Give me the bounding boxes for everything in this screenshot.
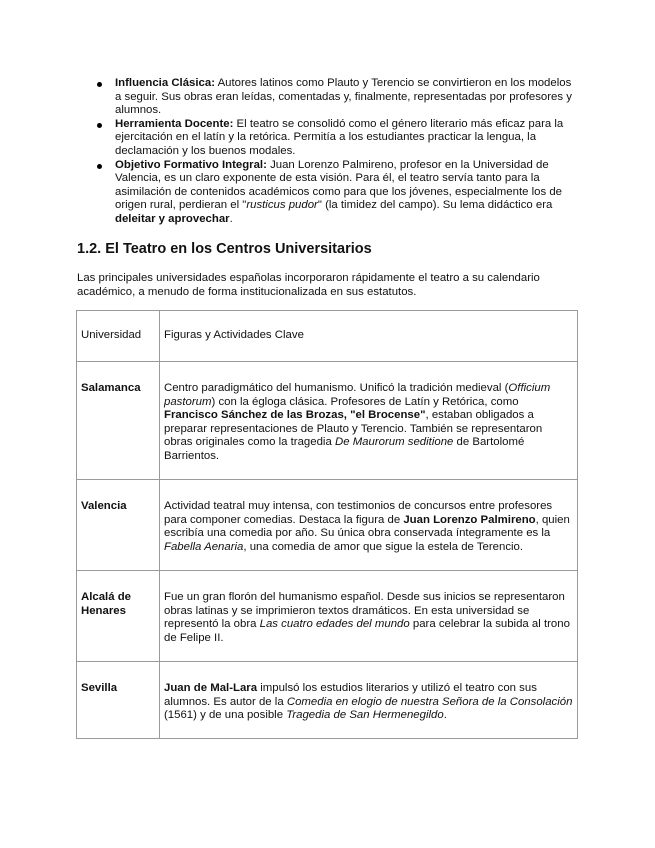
cell-text: Actividad teatral muy intensa, con testimonios de concursos entre profesores para componer comedias. Destaca la figura de [164, 500, 553, 526]
bullet-icon [97, 82, 102, 87]
university-name: Salamanca [81, 382, 141, 394]
list-item [77, 159, 577, 227]
universities-table [76, 310, 578, 739]
work-title: Tragedia de San Hermenegildo [286, 709, 444, 722]
latin-term: rusticus pudor [246, 199, 318, 212]
activities-cell [160, 662, 578, 739]
table-header-row [77, 311, 578, 362]
cell-text: (1561) y de una posible [164, 709, 287, 722]
column-header: Universidad [77, 311, 160, 362]
activities-cell [160, 571, 578, 662]
table-row [77, 362, 578, 480]
column-header: Figuras y Actividades Clave [160, 311, 578, 362]
cell-text: Centro paradigmático del humanismo. Unificó la tradición medieval ( [164, 382, 509, 394]
cell-text: de Bartolomé Barrientos. [164, 436, 525, 462]
university-name: Sevilla [81, 682, 118, 694]
list-item [77, 118, 577, 159]
cell-text: Fue un gran florón del humanismo español. Desde sus inicios se representaron obras latinas y se imprimieron textos dramáticos. En esta universidad se representó la obra [164, 591, 565, 631]
bullet-icon [97, 123, 102, 128]
work-title: Fabella Aenaria [164, 540, 244, 553]
person-name: Juan Lorenzo Palmireno [403, 513, 536, 526]
person-name: Juan de Mal-Lara [164, 682, 258, 694]
cell-text: , quien escribía una comedia por año. Su única obra conservada íntegramente es la [164, 513, 570, 540]
table-row [77, 662, 578, 739]
cell-text: , estaban obligados a preparar representaciones de Plauto y Terencio. También se representaron obras originales como la tragedia [164, 409, 543, 449]
bullet-list [77, 77, 577, 227]
bullet-text: " (la timidez del campo). Su lema didáctico era [317, 199, 553, 212]
bullet-text: Autores latinos como Plauto y Terencio se convirtieron en los modelos a seguir. Sus obras eran leídas, comentadas y, finalmente, representadas por profesores y alumnos. [115, 77, 572, 117]
bullet-title: Influencia Clásica: [115, 77, 216, 89]
cell-text: . [443, 709, 447, 722]
motto: deleitar y aprovechar [115, 212, 230, 225]
person-name: Francisco Sánchez de las Brozas, "el Brocense" [164, 409, 426, 422]
table-row [77, 480, 578, 571]
work-title: Comedia en elogio de nuestra Señora de la Consolación [286, 695, 573, 708]
work-title: De Maurorum seditione [334, 436, 454, 449]
work-title: Officium pastorum [164, 382, 551, 408]
bullet-icon [97, 164, 102, 169]
list-item [77, 77, 577, 118]
bullet-text: . [229, 212, 233, 225]
cell-text: para celebrar la subida al trono de Felipe II. [164, 618, 570, 644]
bullet-title: Objetivo Formativo Integral: [115, 158, 267, 171]
cell-text: , una comedia de amor que sigue la estela de Terencio. [243, 540, 524, 553]
bullet-text: Juan Lorenzo Palmireno, profesor en la Universidad de Valencia, es un claro exponente de esta visión. Para él, el teatro servía tanto para la asimilación de contenidos académicos como para que los jóvenes, especialmente los de origen rural, perdieran el " [115, 158, 563, 212]
bullet-title: Herramienta Docente: [115, 117, 234, 130]
university-name: Alcalá de Henares [81, 591, 132, 617]
cell-text: ) con la égloga clásica. Profesores de Latín y Retórica, como [211, 395, 519, 408]
activities-cell [160, 362, 578, 480]
cell-text: impulsó los estudios literarios y utilizó el teatro con sus alumnos. Es autor de la [164, 682, 537, 708]
bullet-text: El teatro se consolidó como el género literario más eficaz para la ejercitación en el latín y la retórica. Permitía a los estudiantes practicar la lengua, la declamación y los buenos modales. [115, 117, 564, 157]
university-name: Valencia [81, 500, 127, 512]
section-heading: 1.2. El Teatro en los Centros Universitarios [77, 241, 372, 257]
activities-cell [160, 480, 578, 571]
section-intro: Las principales universidades españolas incorporaron rápidamente el teatro a su calendario académico, a menudo de forma institucionalizada en sus estatutos. [77, 272, 540, 298]
work-title: Las cuatro edades del mundo [259, 618, 410, 631]
table-row [77, 571, 578, 662]
